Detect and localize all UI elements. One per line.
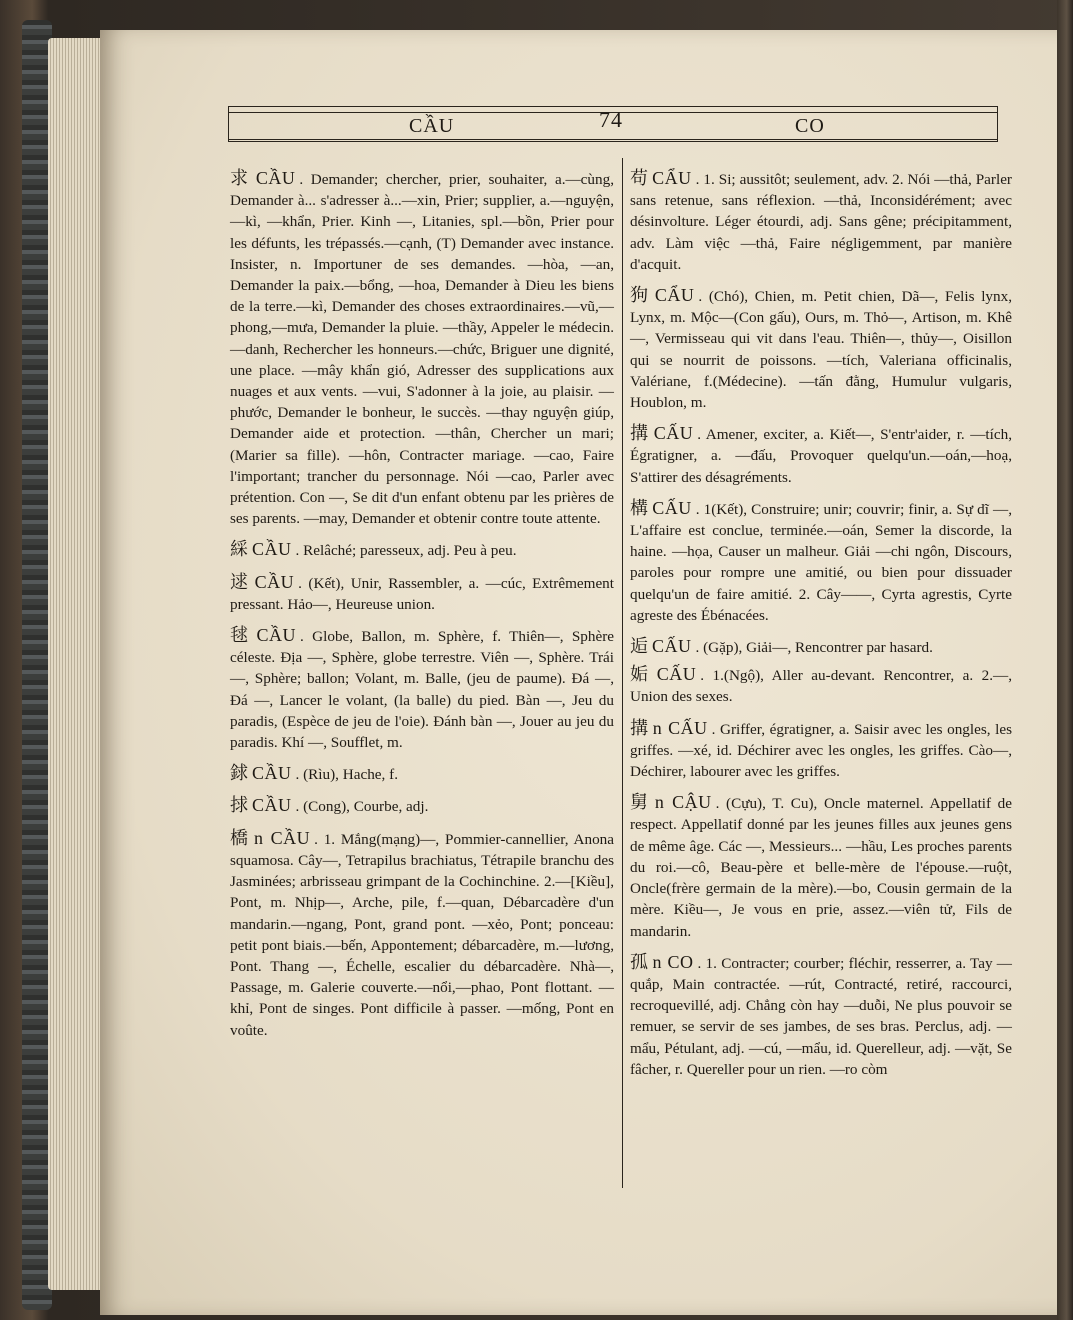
dictionary-entry <box>630 718 1012 783</box>
headword: CẦU <box>252 539 292 560</box>
dictionary-entry <box>630 636 1012 658</box>
han-character: 銶 <box>230 763 248 785</box>
han-character: 構 <box>630 497 649 519</box>
page-header <box>228 106 998 142</box>
headword: CẦU <box>252 795 292 816</box>
right-column <box>630 168 1012 1086</box>
han-character: 逅 <box>630 636 648 658</box>
headword: n CẦU <box>254 827 311 848</box>
definition: . Relâché; paresseux, adj. Peu à peu. <box>295 542 517 560</box>
dictionary-entry <box>630 498 1012 626</box>
dictionary-entry <box>230 572 614 615</box>
definition: . (Cựu), T. Cu), Oncle maternel. Appellatif de respect. Appellatif donné par les jeunes filles aux jeunes gens de même âge. Các —, Messieurs... —hầu, Les proches parents du roi.—cô, Beau-père et belle-mère de l'épouse.—ruột, Oncle(frère germain de la mère).—bo, Cousin germain de la mère. Kiều—, Je vous en prie, assez.—viên tử, Fils de mandarin. <box>630 795 1012 940</box>
headword: n CO <box>652 951 694 972</box>
han-character: 搆 <box>630 717 649 739</box>
page-number: 74 <box>599 107 623 132</box>
dictionary-entry <box>230 625 614 753</box>
definition: . 1. Contracter; courber; fléchir, resserrer, a. Tay —quắp, Main contractée. —rút, Contracté, retiré, raccourci, recroquevillé, adj. Chẳng còn hay —duỗi, Ne plus pouvoir se remuer, se servir de ses jambes, de ses bras. Perclus, adj. —mẩu, Pétulant, adj. —cú, —mẩu, id. Querelleur, adj. —vặt, Se fâcher, r. Quereller pour un rien. —ro còm <box>630 954 1012 1078</box>
page-edges <box>48 38 106 1290</box>
left-column <box>230 168 614 1047</box>
dictionary-entry <box>630 168 1012 275</box>
han-character: 毬 <box>230 625 253 647</box>
definition: . Amener, exciter, a. Kiết—, S'entr'aider, r. —tích, Égratigner, a. —đấu, Provoquer quelqu'un.—oán,—hoạ, S'attirer des désagréments. <box>630 426 1012 486</box>
definition: . 1.(Ngộ), Aller au-devant. Rencontrer, a. 2.—, Union des sexes. <box>630 667 1013 706</box>
headword: CẤU <box>652 497 692 518</box>
definition: . (Kết), Unir, Rassembler, a. —cúc, Extrêmement pressant. Hảo—, Heureuse union. <box>230 574 614 613</box>
definition: . 1. Mắng(mạng)—, Pommier-cannellier, Anona squamosa. Cây—, Tetrapilus brachiatus, Tétrapile branchu des Jasminées; arbrisseau grimpant de la Cochinchine. 2.—[Kiều], Pont, m. Nhịp—, Arche, pile, f.—quan, Débarcadère d'un mandarin.—ngang, Pont, grand pont. —xẻo, Pont; ponceau: petit pont biais.—bến, Appontement; débarcadère, m.—lương, Pont. Thang —, Échelle, escalier du débarcadère. Nhà—, Passage, m. Galerie couverte.—nổi,—phao, Pont flottant. —khỉ, Pont de singes. Pont difficile à passer. —mống, Pont en voûte. <box>230 830 614 1039</box>
dictionary-entry <box>630 792 1012 941</box>
headword: CẨU <box>652 168 692 188</box>
headword: CẦU <box>254 571 295 592</box>
header-right-word: CO <box>795 115 825 137</box>
definition: . (Cong), Courbe, adj. <box>295 798 429 816</box>
dictionary-entry <box>230 795 614 817</box>
definition: . Globe, Ballon, m. Sphère, f. Thiên—, Sphère céleste. Địa —, Sphère, globe terrestre. Viên —, Sphère. Trái —, Sphère; ballon; Volant, m. Balle, (jeu de paume). Đá —, Đá —, Lancer le volant, (la balle) du pied. Bàn —, Jeu du paradis, (Espèce de jeu de l'oie). Đánh bàn —, Jouer au jeu du paradis. Khí —, Soufflet, m. <box>230 628 615 752</box>
dictionary-entry <box>230 539 614 561</box>
column-divider <box>622 158 623 1188</box>
definition: . 1. Si; aussitôt; seulement, adv. 2. Nói —thả, Parler sans retenue, sans réflexion. —thả, Inconsidérément; avec désinvolture. Léger étourdi, adj. Sans gêne; précipitamment, adv. Làm việc —thả, Faire négligemment, par manière d'acquit. <box>630 171 1012 273</box>
headword: CẦU <box>255 168 296 188</box>
dictionary-entry <box>230 168 614 529</box>
definition: . Griffer, égratigner, a. Saisir avec les ongles, les griffes. —xé, id. Déchirer avec les ongles, les griffes. Cào—, Déchirer, labourer avec les griffes. <box>630 720 1012 781</box>
han-character: 求 <box>230 168 252 189</box>
dictionary-entry <box>230 763 614 785</box>
headword: CẤU <box>656 664 697 685</box>
han-character: 捄 <box>230 795 248 817</box>
dictionary-entry <box>630 423 1012 488</box>
headword: n CẤU <box>652 717 708 738</box>
han-character: 舅 <box>630 792 651 814</box>
han-character: 姤 <box>630 664 653 686</box>
han-character: 逑 <box>230 571 251 593</box>
han-character: 橋 <box>230 827 251 849</box>
dictionary-entry <box>630 285 1012 413</box>
definition: . (Chó), Chien, m. Petit chien, Dã—, Felis lynx, Lynx, m. Mộc—(Con gấu), Ours, m. Thỏ—, Artison, m. Khê —, Vermisseau qui vit dans l'eau. Thiên—, thủy—, Oisillon qui se nourrit de poissons. —tích, Valeriana officinalis, Valériane, f.(Médecine). —tấn đằng, Humulur vulgaris, Houblon, m. <box>630 288 1012 412</box>
definition: . Demander; chercher, prier, souhaiter, a.—cùng, Demander à... s'adresser à...—xin, Prier; supplier, a.—nguyện, —kì, —khẩn, Prier. Kinh —, Litanies, spl.—bồn, Prier pour les défunts, les trépassés.—cạnh, (T) Demander avec instance. Insister, n. Importuner de ses demandes. —hòa, —an, Demander la paix.—bổng, —hoa, Demander à Dieu les biens de la terre.—kì, Demander des choses extraordinaires.—vũ,—phong,—mưa, Demander la pluie. —thầy, Appeler le médecin. —danh, Rechercher les honneurs.—chức, Briguer une dignité, une place. —mây khẩn gió, Adresser des supplications aux nuages et aux vents. —vui, S'adonner à la joie, au plaisir. —phước, Demander le bonheur, le succès. —thay nguyện giúp, Demander aide et protection. —thân, Chercher un mari; (Marier sa fille). —hôn, Contracter mariage. —cao, Faire l'important; trancher du personnage. Nói —cao, Parler avec prétention. Con —, Se dit d'un enfant obtenu par les prières de ses parents. —may, Demander et obtenir contre toute attente. <box>230 171 615 528</box>
han-character: 孤 <box>630 951 649 973</box>
dictionary-entry <box>630 952 1012 1080</box>
headword: CẤU <box>653 423 694 444</box>
headword: CẨU <box>654 285 695 306</box>
headword: n CẬU <box>654 792 712 813</box>
han-character: 狗 <box>630 285 651 307</box>
book-cover-edge <box>1057 0 1073 1320</box>
dictionary-entry <box>230 828 614 1041</box>
headword: CẤU <box>652 636 692 657</box>
headword: CẦU <box>256 625 297 646</box>
header-left-word: CẦU <box>409 115 455 137</box>
definition: . (Gặp), Giải—, Rencontrer par hasard. <box>695 639 933 657</box>
dictionary-entry <box>630 664 1012 707</box>
headword: CẦU <box>252 763 292 784</box>
han-character: 苟 <box>630 168 649 189</box>
definition: . 1(Kết), Construire; unir; couvrir; finir, a. Sự dĩ —, L'affaire est conclue, terminée.—oán, Semer la discorde, la haine. —họa, Causer un malheur. Giải —chi ngôn, Discours, paroles pour rompre une amitié, ou bien pour dissuader quelqu'un de faire amitié. 2. Cây——, Cyrta agrestis, Cyrte agreste des Ébénacées. <box>630 500 1012 624</box>
han-character: 綵 <box>230 539 248 561</box>
definition: . (Rìu), Hache, f. <box>295 766 398 784</box>
han-character: 搆 <box>630 423 650 445</box>
